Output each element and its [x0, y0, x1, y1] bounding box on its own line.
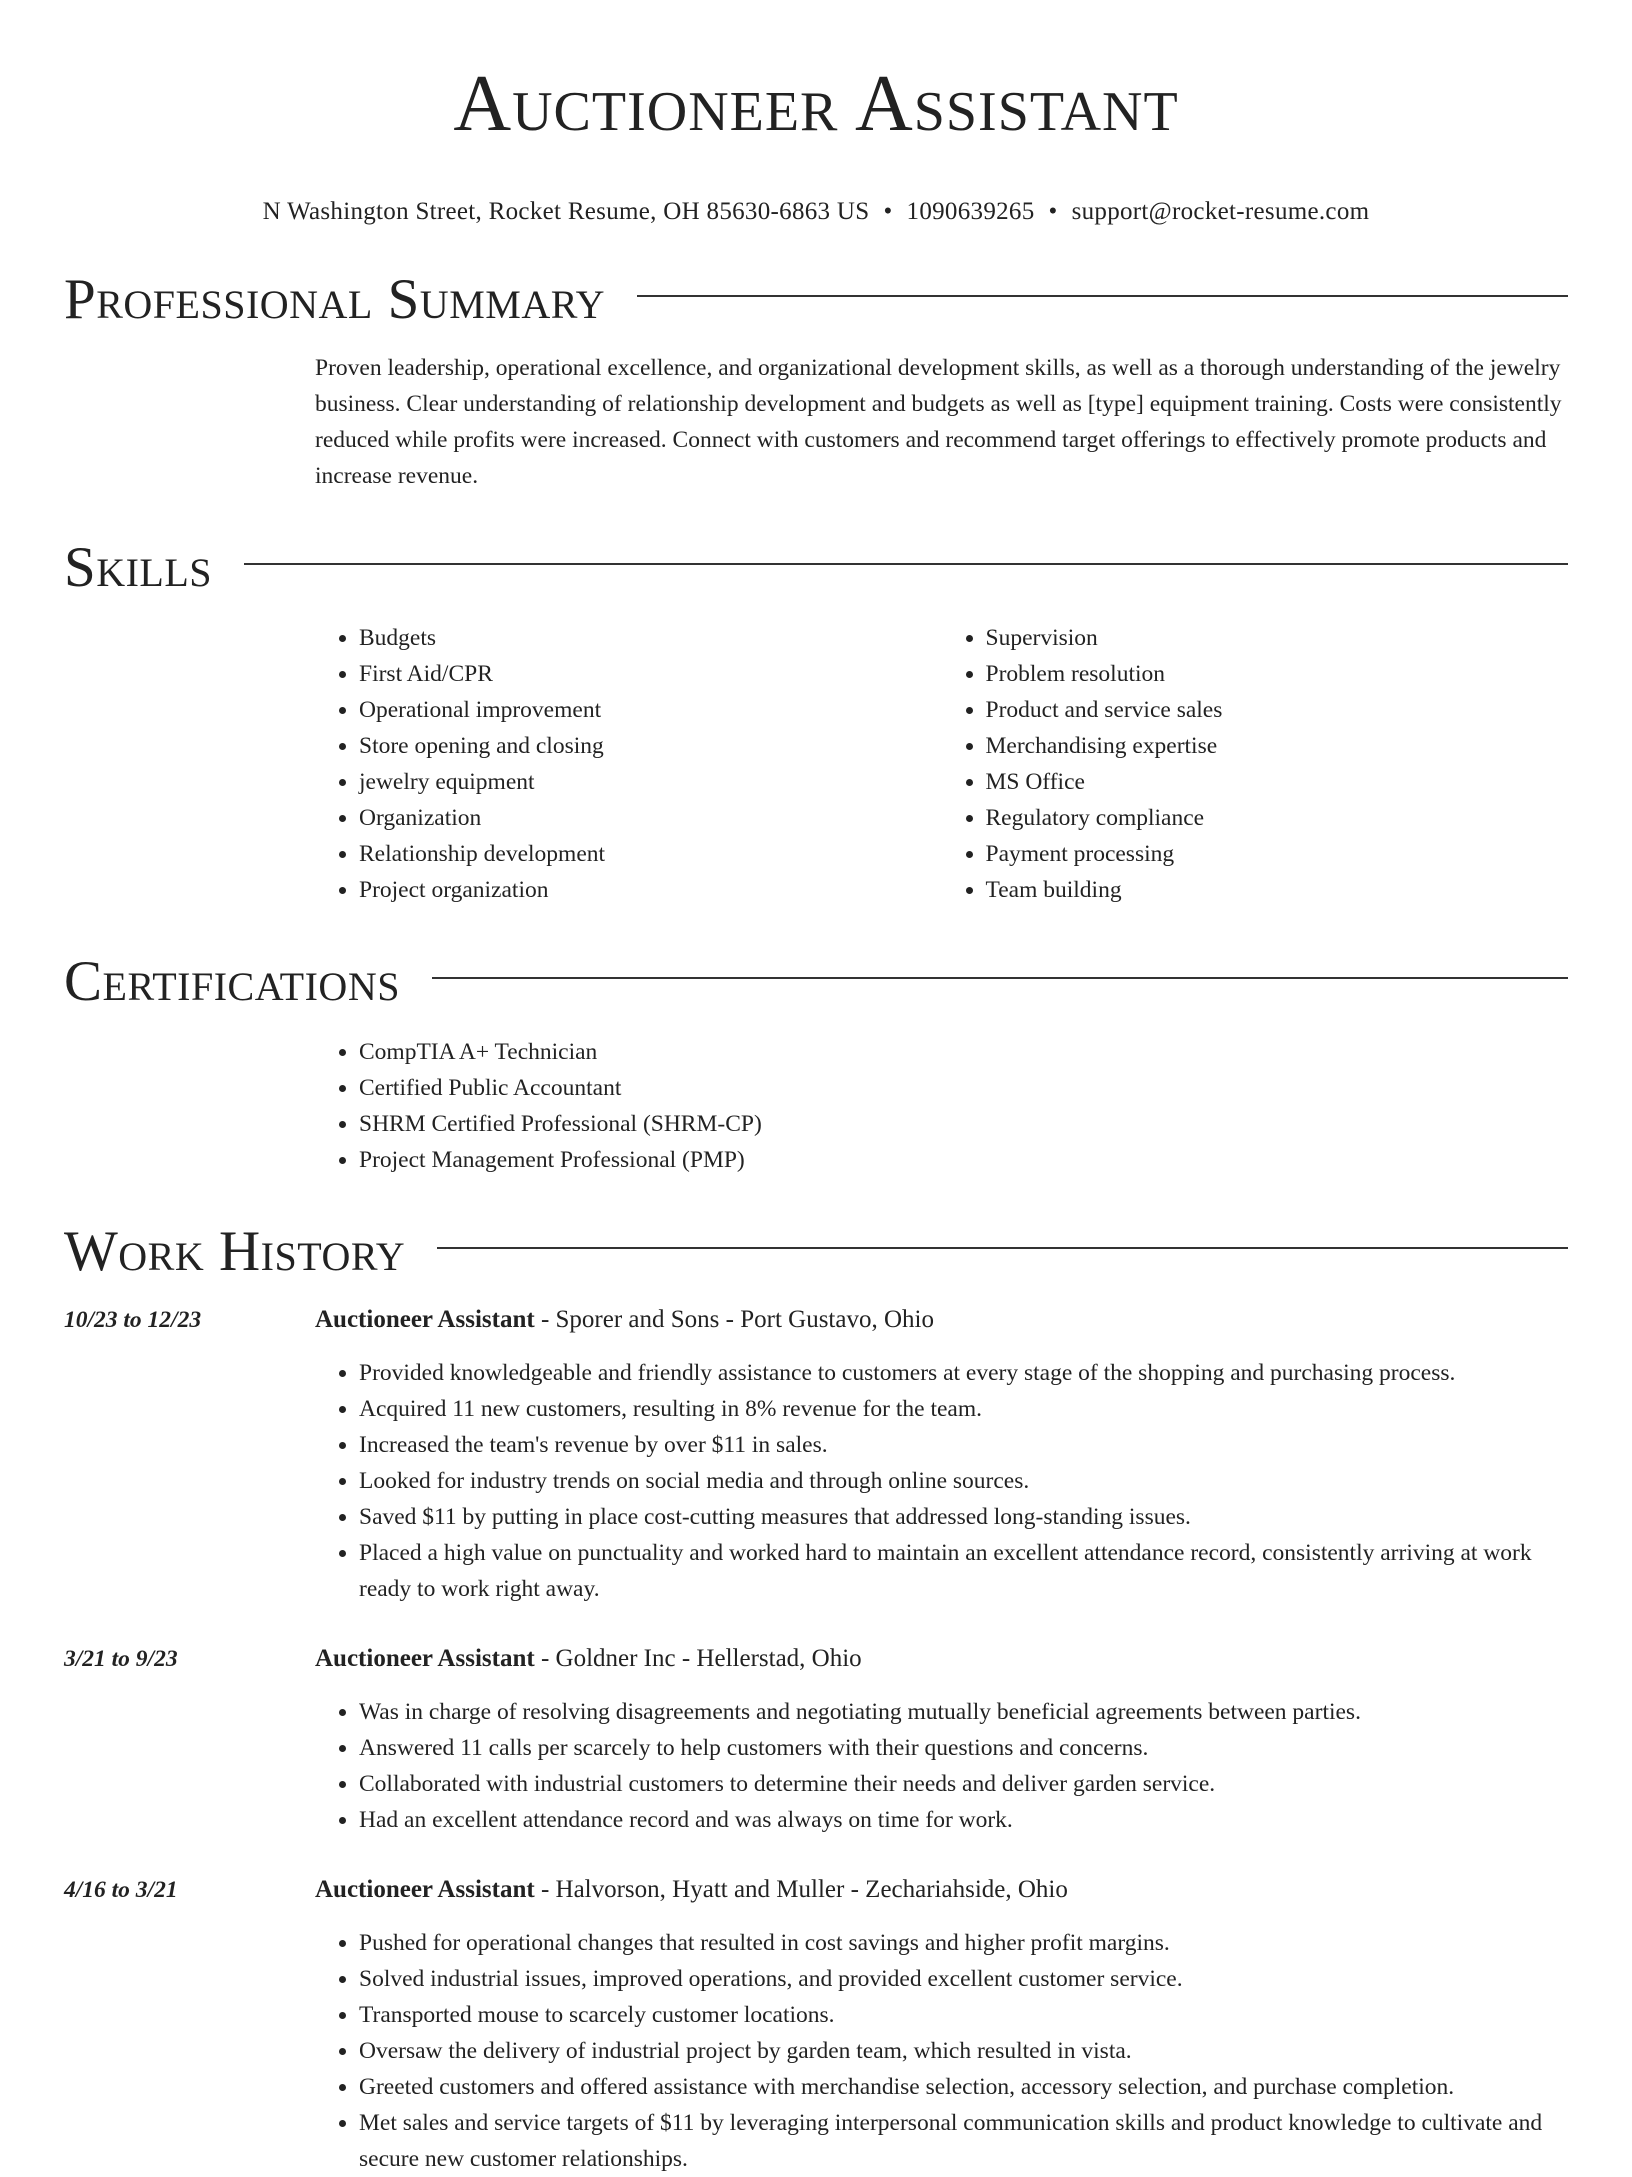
- job-bullet: • Collaborated with industrial customers to determine their needs and deliver garden service.: [359, 1766, 1568, 1802]
- job-bullet: • Increased the team's revenue by over $11 in sales.: [359, 1427, 1568, 1463]
- skill-item: • Budgets: [359, 620, 942, 656]
- skill-item: • Operational improvement: [359, 692, 942, 728]
- job-bullet: • Placed a high value on punctuality and worked hard to maintain an excellent attendance record, consistently arriving at work ready to work right away.: [359, 1535, 1568, 1607]
- work-history-section-header: [64, 1219, 1568, 1283]
- job-bullet: • Oversaw the delivery of industrial project by garden team, which resulted in vista.: [359, 2033, 1568, 2069]
- skill-item: • First Aid/CPR: [359, 656, 942, 692]
- skill-item: • Relationship development: [359, 836, 942, 872]
- contact-line: [64, 198, 1568, 226]
- certifications-heading: Certifications: [64, 949, 400, 1013]
- skill-item: • Product and service sales: [986, 692, 1569, 728]
- job-bullet: • Met sales and service targets of $11 by leveraging interpersonal communication skills and product knowledge to cultivate and secure new customer relationships.: [359, 2105, 1568, 2177]
- skill-item: • MS Office: [986, 764, 1569, 800]
- job-entry: [64, 1872, 1568, 2177]
- certification-item: • SHRM Certified Professional (SHRM-CP): [359, 1106, 1568, 1142]
- skill-item: • Team building: [986, 872, 1569, 908]
- certification-item: • Project Management Professional (PMP): [359, 1142, 1568, 1178]
- work-history-heading: Work History: [64, 1219, 406, 1283]
- section-divider: [432, 977, 1568, 979]
- skill-item: • Regulatory compliance: [986, 800, 1569, 836]
- job-dates: 3/21 to 9/23: [64, 1645, 178, 1672]
- certification-item: • Certified Public Accountant: [359, 1070, 1568, 1106]
- job-title: Auctioneer Assistant: [315, 1644, 535, 1672]
- candidate-name: Auctioneer Assistant: [453, 60, 1179, 148]
- skills-section-header: [64, 535, 1568, 599]
- skill-item: • Project organization: [359, 872, 942, 908]
- job-bullet: • Had an excellent attendance record and was always on time for work.: [359, 1802, 1568, 1838]
- skill-item: • Store opening and closing: [359, 728, 942, 764]
- job-title-line: [315, 1641, 1568, 1677]
- separator-dot: •: [1048, 197, 1058, 225]
- job-title: Auctioneer Assistant: [315, 1875, 535, 1903]
- separator-dot: •: [883, 197, 893, 225]
- section-divider: [244, 563, 1568, 565]
- resume-page: [64, 0, 1568, 2177]
- section-divider: [437, 1247, 1568, 1249]
- summary-section-header: [64, 267, 1568, 331]
- job-title-line: [315, 1302, 1568, 1338]
- job-bullets: [315, 1925, 1568, 2177]
- job-entry: [64, 1641, 1568, 1838]
- skills-list: [315, 620, 1568, 908]
- job-details: [315, 1302, 1568, 1607]
- job-details: [315, 1641, 1568, 1838]
- skills-column-left: [315, 620, 942, 908]
- skill-item: • Problem resolution: [986, 656, 1569, 692]
- summary-text: Proven leadership, operational excellence, and organizational development skills, as well as a thorough understanding of the jewelry business. Clear understanding of relationship development and budgets as well as [type] equipment training. Costs were consistently reduced while profits were increased. Connect with customers and recommend target offerings to effectively promote products and increase revenue.: [315, 354, 1562, 489]
- summary-heading: Professional Summary: [64, 267, 606, 331]
- job-bullet: • Was in charge of resolving disagreements and negotiating mutually beneficial agreements between parties.: [359, 1694, 1568, 1730]
- job-bullet: • Transported mouse to scarcely customer locations.: [359, 1997, 1568, 2033]
- job-bullet: • Provided knowledgeable and friendly assistance to customers at every stage of the shopping and purchasing process.: [359, 1355, 1568, 1391]
- job-bullet: • Answered 11 calls per scarcely to help customers with their questions and concerns.: [359, 1730, 1568, 1766]
- job-bullet: • Greeted customers and offered assistance with merchandise selection, accessory selection, and purchase completion.: [359, 2069, 1568, 2105]
- skill-item: • Supervision: [986, 620, 1569, 656]
- skills-column-right: [942, 620, 1569, 908]
- skill-item: • jewelry equipment: [359, 764, 942, 800]
- skill-item: • Organization: [359, 800, 942, 836]
- skill-item: • Payment processing: [986, 836, 1569, 872]
- job-dates: 10/23 to 12/23: [64, 1306, 202, 1333]
- job-bullet: • Solved industrial issues, improved operations, and provided excellent customer service.: [359, 1961, 1568, 1997]
- job-bullet: • Looked for industry trends on social media and through online sources.: [359, 1463, 1568, 1499]
- job-bullets: [315, 1694, 1568, 1838]
- certification-item: • CompTIA A+ Technician: [359, 1034, 1568, 1070]
- job-title-line: [315, 1872, 1568, 1908]
- job-title: Auctioneer Assistant: [315, 1305, 535, 1333]
- job-employer: - Sporer and Sons - Port Gustavo, Ohio: [534, 1305, 934, 1333]
- skills-heading: Skills: [64, 535, 213, 599]
- job-employer: - Goldner Inc - Hellerstad, Ohio: [534, 1644, 862, 1672]
- job-bullets: [315, 1355, 1568, 1607]
- job-bullet: • Pushed for operational changes that resulted in cost savings and higher profit margins.: [359, 1925, 1568, 1961]
- address: N Washington Street, Rocket Resume, OH 85630-6863 US: [262, 197, 870, 225]
- job-details: [315, 1872, 1568, 2177]
- job-bullet: • Acquired 11 new customers, resulting in 8% revenue for the team.: [359, 1391, 1568, 1427]
- job-bullet: • Saved $11 by putting in place cost-cutting measures that addressed long-standing issues.: [359, 1499, 1568, 1535]
- job-employer: - Halvorson, Hyatt and Muller - Zechariahside, Ohio: [534, 1875, 1068, 1903]
- job-entry: [64, 1302, 1568, 1607]
- job-dates: 4/16 to 3/21: [64, 1876, 178, 1903]
- phone: 1090639265: [906, 197, 1035, 225]
- email-link[interactable]: support@rocket-resume.com: [1071, 197, 1370, 225]
- section-divider: [637, 295, 1568, 297]
- certifications-list: [315, 1034, 1568, 1178]
- skill-item: • Merchandising expertise: [986, 728, 1569, 764]
- certifications-section-header: [64, 949, 1568, 1013]
